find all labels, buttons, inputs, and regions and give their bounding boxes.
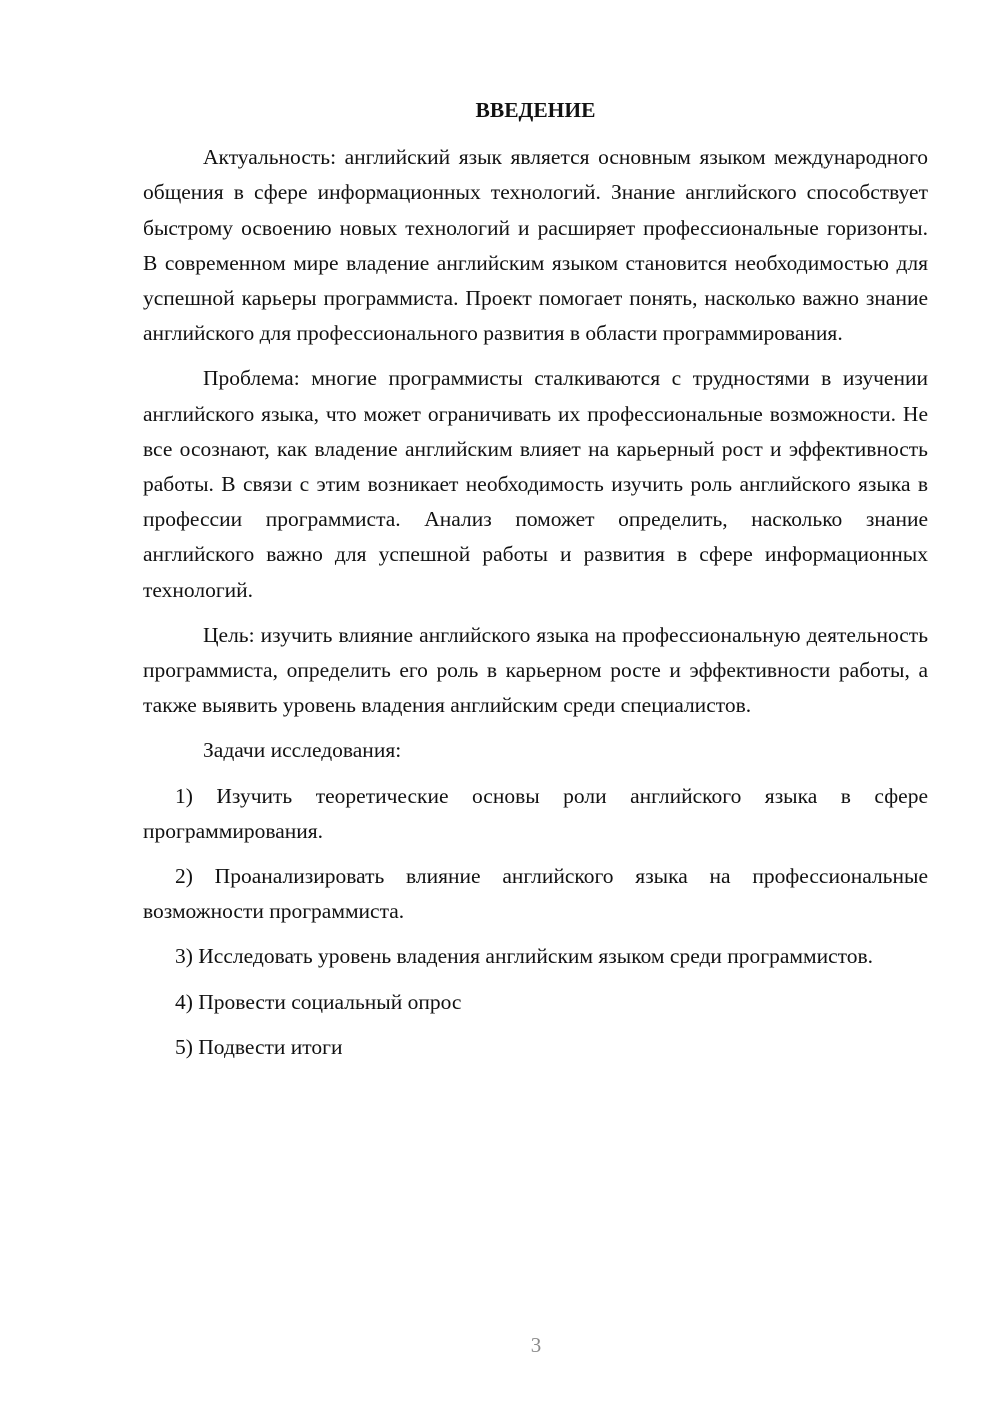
task-item-5: 5) Подвести итоги: [175, 1034, 343, 1059]
page-content: [143, 93, 928, 1075]
tasks-heading: Задачи исследования:: [203, 738, 402, 763]
paragraph-goal: Цель: изучить влияние английского языка на профессиональную деятельность программиста, определить его роль в карьерном росте и эффективности работы, а также выявить уровень владения английским среди специалистов.: [143, 622, 928, 718]
task-item-2: 2) Проанализировать влияние английского языка на профессиональные возможности программиста.: [143, 864, 928, 924]
page-title: ВВЕДЕНИЕ: [475, 98, 596, 122]
paragraph-problem: Проблема: многие программисты сталкиваются с трудностями в изучении английского языка, что может ограничивать их профессиональные возможности. Не все осознают, как владение английским влияет на карьерный рост и эффективность работы. В связи с этим возникает необходимость изучить роль английского языка в профессии программиста. Анализ поможет определить, насколько знание английского важно для успешной работы и развития в сфере информационных технологий.: [143, 366, 928, 602]
task-item-3: 3) Исследовать уровень владения английским языком среди программистов.: [175, 944, 874, 969]
page-number: 3: [530, 1333, 542, 1357]
task-item-4: 4) Провести социальный опрос: [175, 989, 462, 1014]
paragraph-relevance: Актуальность: английский язык является основным языком международного общения в сфере информационных технологий. Знание английского способствует быстрому освоению новых технологий и расширяет профессиональные горизонты. В современном мире владение английским языком становится необходимостью для успешной карьеры программиста. Проект помогает понять, насколько важно знание английского для профессионального развития в области программирования.: [143, 145, 928, 346]
task-item-1: 1) Изучить теоретические основы роли английского языка в сфере программирования.: [143, 783, 928, 843]
